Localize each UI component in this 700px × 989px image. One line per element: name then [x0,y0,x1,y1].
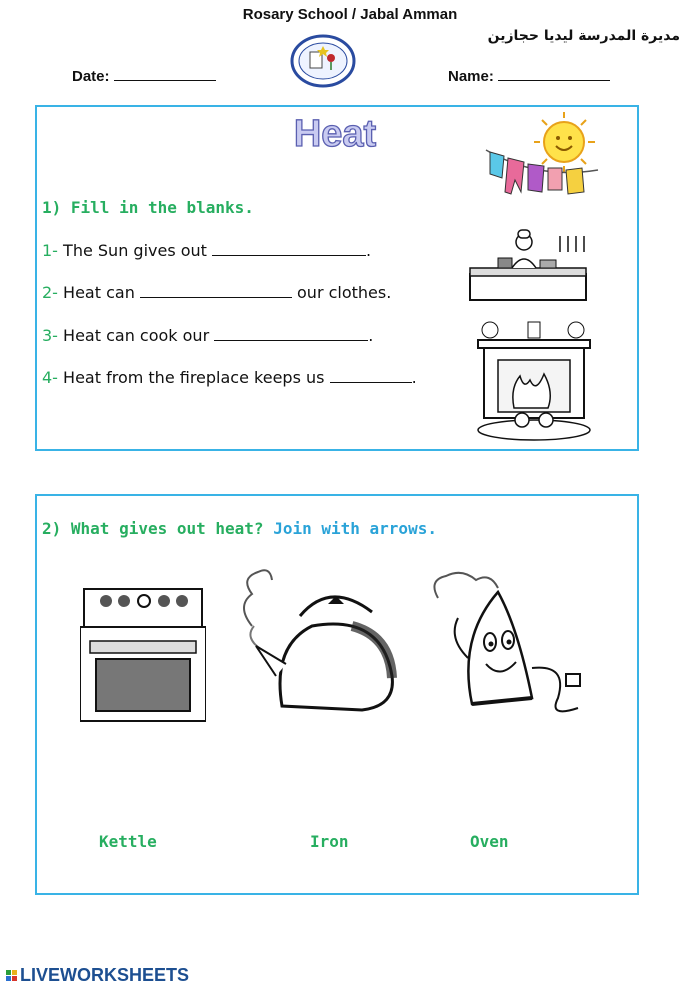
oven-icon [80,585,206,725]
item-text: Heat can [63,283,135,302]
item-number: 4- [42,368,58,387]
answer-blank-3[interactable] [214,326,368,341]
word-kettle[interactable]: Kettle [99,832,157,851]
answer-blank-4[interactable] [330,368,412,383]
question2-heading-blue: Join with arrows. [273,519,437,538]
date-field[interactable] [72,66,216,85]
question2-heading [42,519,437,538]
item-number: 3- [42,326,58,345]
sun-clothesline-icon [482,112,602,216]
principal-name-arabic: مديرة المدرسة ليديا حجازين [487,28,680,44]
item-text: Heat from the fireplace keeps us [63,368,325,387]
item-text: Heat can cook our [63,326,210,345]
date-blank[interactable] [114,66,216,81]
kettle-icon [232,566,400,716]
school-name: Rosary School / Jabal Amman [242,6,458,23]
footer-brand [6,965,189,986]
blank-item-4 [42,368,417,387]
item-text-end: . [366,241,372,260]
blank-item-1 [42,241,371,260]
question1-heading: 1) Fill in the blanks. [42,198,254,217]
item-number: 2- [42,283,58,302]
school-logo [290,34,356,88]
item-number: 1- [42,241,58,260]
item-text-end: our clothes. [297,283,392,302]
blank-item-2 [42,283,391,302]
word-iron[interactable]: Iron [310,832,349,851]
answer-blank-1[interactable] [212,241,366,256]
name-field[interactable] [448,66,610,85]
item-text-end: . [411,368,417,387]
item-text: The Sun gives out [63,241,207,260]
chef-cooking-icon [468,228,592,304]
item-text-end: . [368,326,374,345]
question2-heading-green: 2) What gives out heat? [42,519,264,538]
iron-icon [428,568,588,726]
word-oven[interactable]: Oven [470,832,509,851]
name-blank[interactable] [498,66,610,81]
name-label: Name: [448,68,494,85]
liveworksheets-logo-icon [6,970,18,982]
footer-brand-text: LIVEWORKSHEETS [20,965,190,985]
heat-title [290,110,380,156]
blank-item-3 [42,326,373,345]
heat-title-text: Heat [293,113,377,155]
date-label: Date: [72,68,110,85]
answer-blank-2[interactable] [140,283,292,298]
fireplace-icon [474,318,592,442]
